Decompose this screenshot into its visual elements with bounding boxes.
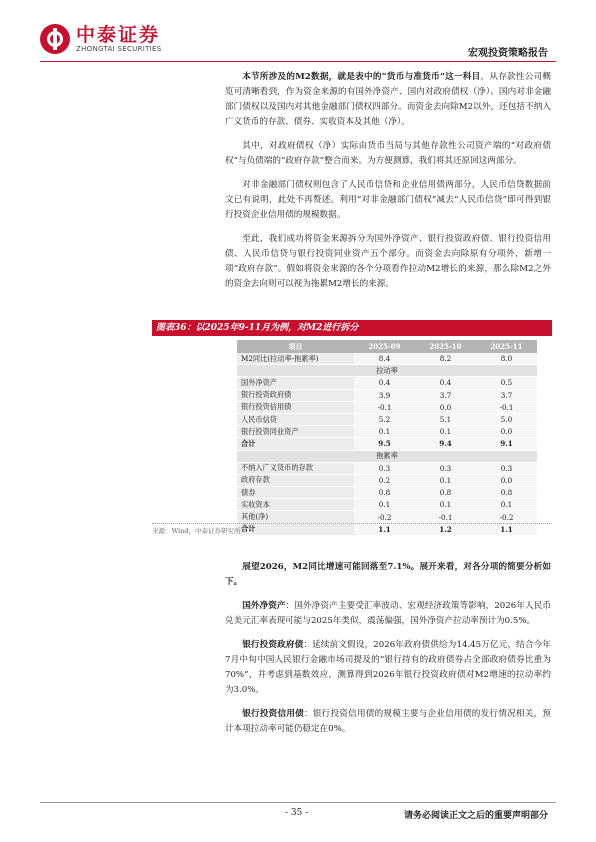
cell-value: 1.2 [415, 523, 476, 535]
section-label: 拖累率 [237, 450, 537, 462]
table-row [237, 377, 537, 389]
footer-disclaimer: 请务必阅读正文之后的重要声明部分 [403, 811, 548, 821]
source-divider [152, 523, 552, 524]
cell-value: 0.3 [354, 462, 415, 474]
table-header-row [237, 340, 537, 353]
cell-value: 8.2 [415, 353, 476, 365]
cell-value: 3.9 [354, 389, 415, 401]
row-label: 合计 [237, 523, 354, 535]
table-row [237, 499, 537, 511]
cell-value: 0.4 [354, 377, 415, 389]
page-number: - 35 - [285, 808, 309, 818]
paragraph [225, 178, 551, 223]
table-section-row [237, 450, 537, 462]
table-row [237, 462, 537, 474]
row-label: 其他(净) [237, 511, 354, 523]
paragraph [225, 232, 551, 292]
cell-value: 8.0 [476, 353, 537, 365]
paragraph [225, 70, 551, 130]
paragraph [225, 560, 551, 590]
company-logo [40, 24, 162, 54]
logo-chinese-name: 中泰证券 [76, 23, 161, 46]
table-row [237, 474, 537, 486]
cell-value: 0.1 [415, 426, 476, 438]
paragraph-lead: 国外净资产 [242, 601, 286, 611]
row-label: 实收资本 [237, 499, 354, 511]
m2-breakdown-table [237, 340, 537, 536]
cell-value: 9.1 [476, 438, 537, 450]
cell-value: 3.7 [476, 389, 537, 401]
row-label: 银行投资政府债 [237, 389, 354, 401]
table-row [237, 426, 537, 438]
paragraph-text: 。从存款性公司概览可清晰看到，作为资金来源的有国外净资产、国内对政府债权（净）、国内对非金融部门债权以及国内对其他金融部门债权四部分。而资金去向除M2以外，还包括不纳入广义货币的存款、债券、实收资本及其他（净）。 [225, 72, 551, 127]
table-section-row [237, 365, 537, 377]
cell-value: -0.1 [354, 401, 415, 413]
footer-divider [40, 802, 556, 803]
table-row [237, 511, 537, 523]
row-label: 不纳入广义货币的存款 [237, 462, 354, 474]
row-label: 合计 [237, 438, 354, 450]
paragraph-text: ：延续前文假设，2026年政府债供给为14.45万亿元，结合今年7月中旬中国人民银行金融市场司提及的“银行持有的政府债券占全部政府债券比重为70%”，并考虑到基数效应，测算得到2026年银行投资政府债对M2增速的拉动率约为3.0%。 [225, 640, 551, 695]
zhongtai-logo-icon [40, 24, 70, 54]
row-label: 银行投资信用债 [237, 401, 354, 413]
header-divider [40, 61, 556, 62]
cell-value: 0.1 [415, 499, 476, 511]
paragraph-text: ：国外净资产主要受汇率波动、宏观经济政策等影响，2026年人民币兑美元汇率表现可能与2025年类似，震荡偏强，国外净资产拉动率预计为0.5%。 [225, 601, 551, 626]
column-header: 项目 [237, 340, 354, 353]
table-row [237, 487, 537, 499]
body-text-bottom [225, 560, 551, 746]
cell-value: 0.3 [476, 462, 537, 474]
table-total-row [237, 523, 537, 535]
cell-value: 0.1 [415, 474, 476, 486]
figure-title: 图表36：以2025年9-11月为例，对M2进行拆分 [152, 320, 552, 336]
cell-value: 8.4 [354, 353, 415, 365]
table-row [237, 353, 537, 365]
row-label: 人民币信贷 [237, 413, 354, 425]
paragraph [225, 638, 551, 698]
cell-value: 1.1 [476, 523, 537, 535]
row-label: 债券 [237, 487, 354, 499]
cell-value: 0.8 [476, 487, 537, 499]
cell-value: -0.1 [415, 511, 476, 523]
cell-value: 9.4 [415, 438, 476, 450]
body-text-top [225, 70, 551, 301]
paragraph-text: ：银行投资信用债的规模主要与企业信用债的发行情况相关，预计本项拉动率可能仍稳定在0%。 [225, 709, 551, 734]
cell-value: 9.5 [354, 438, 415, 450]
logo-english-name: ZHONGTAI SECURITIES [76, 44, 162, 53]
paragraph [225, 139, 551, 169]
paragraph-lead: 银行投资政府债 [242, 640, 304, 650]
cell-value: 0.5 [476, 377, 537, 389]
paragraph-text: 其中，对政府债权（净）实际由货币当局与其他存款性公司资产端的“对政府债权”与负债端的“政府存款”整合而来。为方便测算，我们将其还原回这两部分。 [225, 141, 551, 166]
table-total-row [237, 438, 537, 450]
cell-value: -0.2 [476, 511, 537, 523]
table-row [237, 413, 537, 425]
cell-value: 0.2 [354, 474, 415, 486]
cell-value: -0.1 [476, 401, 537, 413]
cell-value: 1.1 [354, 523, 415, 535]
cell-value: 0.0 [476, 426, 537, 438]
cell-value: -0.2 [354, 511, 415, 523]
row-label: 政府存款 [237, 474, 354, 486]
cell-value: 0.3 [415, 462, 476, 474]
report-type: 宏观投资策略报告 [468, 48, 548, 59]
cell-value: 0.4 [415, 377, 476, 389]
paragraph-text: 对非金融部门债权则包含了人民币信贷和企业信用债两部分，人民币信贷数据前文已有说明，此处不再赘述。利用“对非金融部门债权”减去“人民币信贷”即可得到银行投资企业信用债的规模数据。 [225, 180, 551, 220]
figure-source: 来源：Wind，中泰证券研究所 [152, 527, 241, 535]
row-label: 银行投资同业资产 [237, 426, 354, 438]
cell-value: 0.1 [354, 426, 415, 438]
cell-value: 0.0 [415, 401, 476, 413]
paragraph [225, 599, 551, 629]
cell-value: 5.2 [354, 413, 415, 425]
cell-value: 5.1 [415, 413, 476, 425]
paragraph [225, 707, 551, 737]
paragraph-text: 至此，我们成功将资金来源拆分为国外净资产、银行投资政府债、银行投资信用债、人民币信贷与银行投资同业资产五个部分。而资金去向除原有分项外，新增一项“政府存款”。假如将资金来源的各个分项看作拉动M2增长的来源，那么除M2之外的资金去向则可以视为拖累M2增长的来源。 [225, 234, 551, 289]
column-header: 2025-10 [415, 340, 476, 353]
table-row [237, 401, 537, 413]
section-label: 拉动率 [237, 365, 537, 377]
paragraph-lead: 展望2026，M2同比增速可能回落至7.1%。展开来看，对各分项的简要分析如下。 [225, 562, 551, 587]
m2-breakdown-table-wrapper [237, 340, 537, 536]
column-header: 2025-11 [476, 340, 537, 353]
paragraph-lead: 本节所涉及的M2数据，就是表中的“货币与准货币”这一科目 [242, 72, 481, 82]
column-header: 2025-09 [354, 340, 415, 353]
cell-value: 0.1 [476, 499, 537, 511]
cell-value: 0.8 [354, 487, 415, 499]
cell-value: 5.0 [476, 413, 537, 425]
cell-value: 3.7 [415, 389, 476, 401]
cell-value: 0.1 [354, 499, 415, 511]
paragraph-lead: 银行投资信用债 [242, 709, 304, 719]
row-label: M2同比(拉动率-拖累率) [237, 353, 354, 365]
table-row [237, 389, 537, 401]
cell-value: 0.0 [476, 474, 537, 486]
row-label: 国外净资产 [237, 377, 354, 389]
cell-value: 0.8 [415, 487, 476, 499]
